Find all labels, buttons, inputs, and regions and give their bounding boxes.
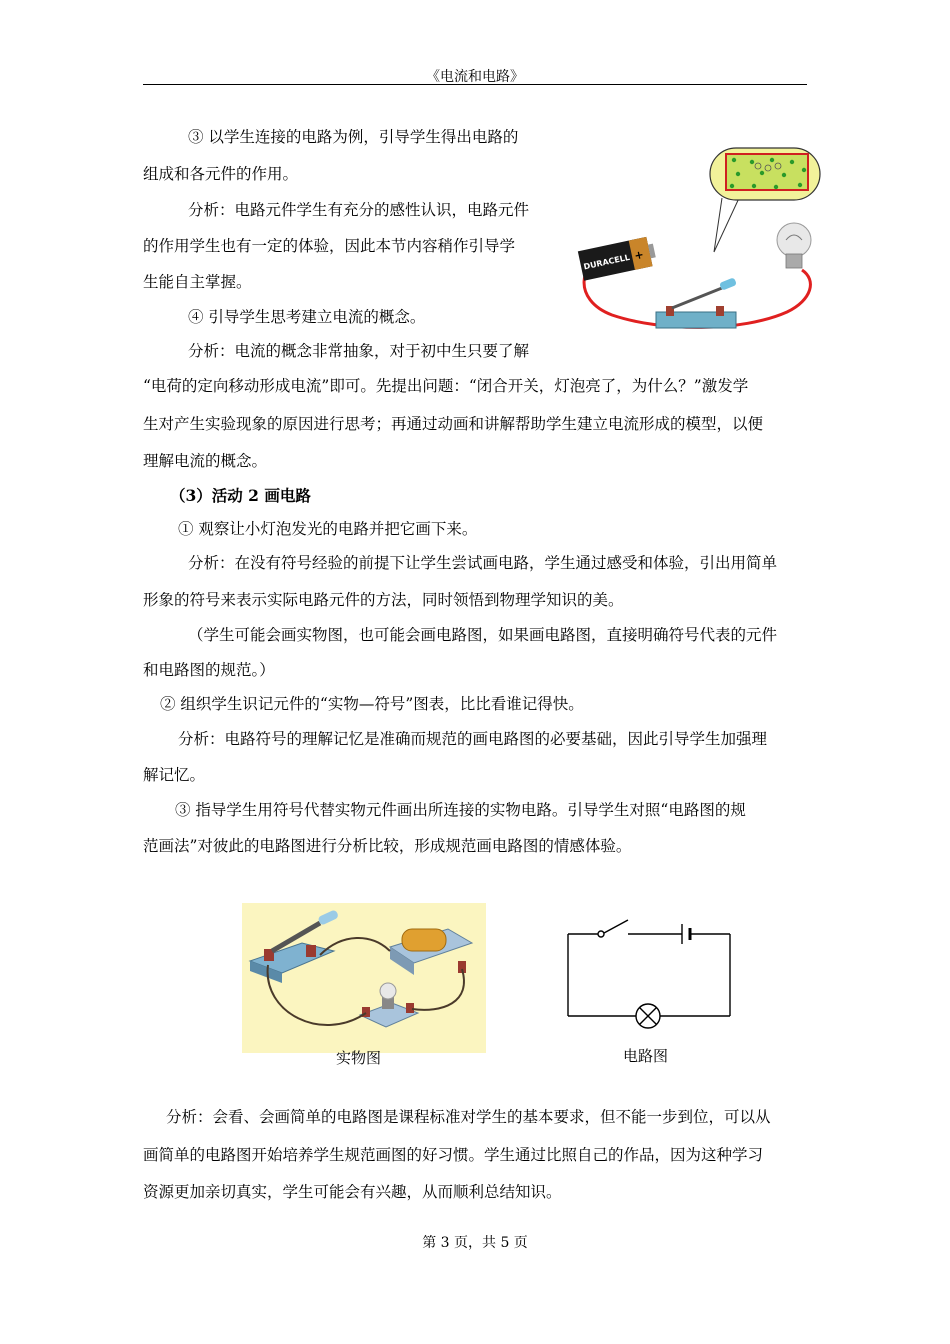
circuit-illustration <box>572 140 822 340</box>
text-line: 画简单的电路图开始培养学生规范画图的好习惯。学生通过比照自己的作品，因为这种学习 <box>143 1146 764 1164</box>
text-line: 理解电流的概念。 <box>143 452 268 470</box>
text-line: 形象的符号来表示实际电路元件的方法，同时领悟到物理学知识的美。 <box>143 591 624 609</box>
text-line: 的作用学生也有一定的体验，因此本节内容稍作引导学 <box>143 237 516 255</box>
header-rule <box>143 84 807 85</box>
text-line: 和电路图的规范。） <box>143 661 275 679</box>
text-line: ③ 指导学生用符号代替实物元件画出所连接的实物电路。引导学生对照“电路图的规 <box>175 801 746 819</box>
text-line: “电荷的定向移动形成电流”即可。先提出问题：“闭合开关，灯泡亮了，为什么？”激发学 <box>143 377 749 395</box>
text-line: 分析：会看、会画简单的电路图是课程标准对学生的基本要求，但不能一步到位，可以从 <box>166 1108 771 1126</box>
text-line: ② 组织学生识记元件的“实物—符号”图表，比比看谁记得快。 <box>160 695 584 713</box>
text-line: 解记忆。 <box>143 766 206 784</box>
text-line: 分析：在没有符号经验的前提下让学生尝试画电路，学生通过感受和体验，引出用简单 <box>188 554 778 572</box>
physical-circuit-picture <box>242 903 486 1053</box>
schematic-figure-caption: 电路图 <box>623 1047 669 1065</box>
page-footer: 第 3 页，共 5 页 <box>422 1235 528 1251</box>
battery-label: DURACELL <box>582 252 631 272</box>
text-line: 资源更加亲切真实，学生可能会有兴趣，从而顺利总结知识。 <box>143 1183 562 1201</box>
section-heading: （3）活动 2 画电路 <box>170 486 311 505</box>
schematic-circuit-diagram <box>560 912 740 1032</box>
physical-figure-caption: 实物图 <box>336 1049 382 1067</box>
text-line: ① 观察让小灯泡发光的电路并把它画下来。 <box>178 520 478 538</box>
text-line: 生能自主掌握。 <box>143 273 252 291</box>
text-line: （学生可能会画实物图，也可能会画电路图，如果画电路图，直接明确符号代表的元件 <box>188 626 778 644</box>
text-line: 范画法”对彼此的电路图进行分析比较，形成规范画电路图的情感体验。 <box>143 837 632 855</box>
text-line: ③ 以学生连接的电路为例，引导学生得出电路的 <box>188 128 519 146</box>
text-line: 分析：电路元件学生有充分的感性认识，电路元件 <box>188 201 530 219</box>
page-header-title: 《电流和电路》 <box>426 69 524 85</box>
battery-plus: + <box>633 247 645 263</box>
text-line: ④ 引导学生思考建立电流的概念。 <box>188 308 426 326</box>
text-line: 生对产生实验现象的原因进行思考；再通过动画和讲解帮助学生建立电流形成的模型，以便 <box>143 415 764 433</box>
text-line: 分析：电路符号的理解记忆是准确而规范的画电路图的必要基础，因此引导学生加强理 <box>178 730 768 748</box>
text-line: 组成和各元件的作用。 <box>143 165 299 183</box>
text-line: 分析：电流的概念非常抽象，对于初中生只要了解 <box>188 342 530 360</box>
